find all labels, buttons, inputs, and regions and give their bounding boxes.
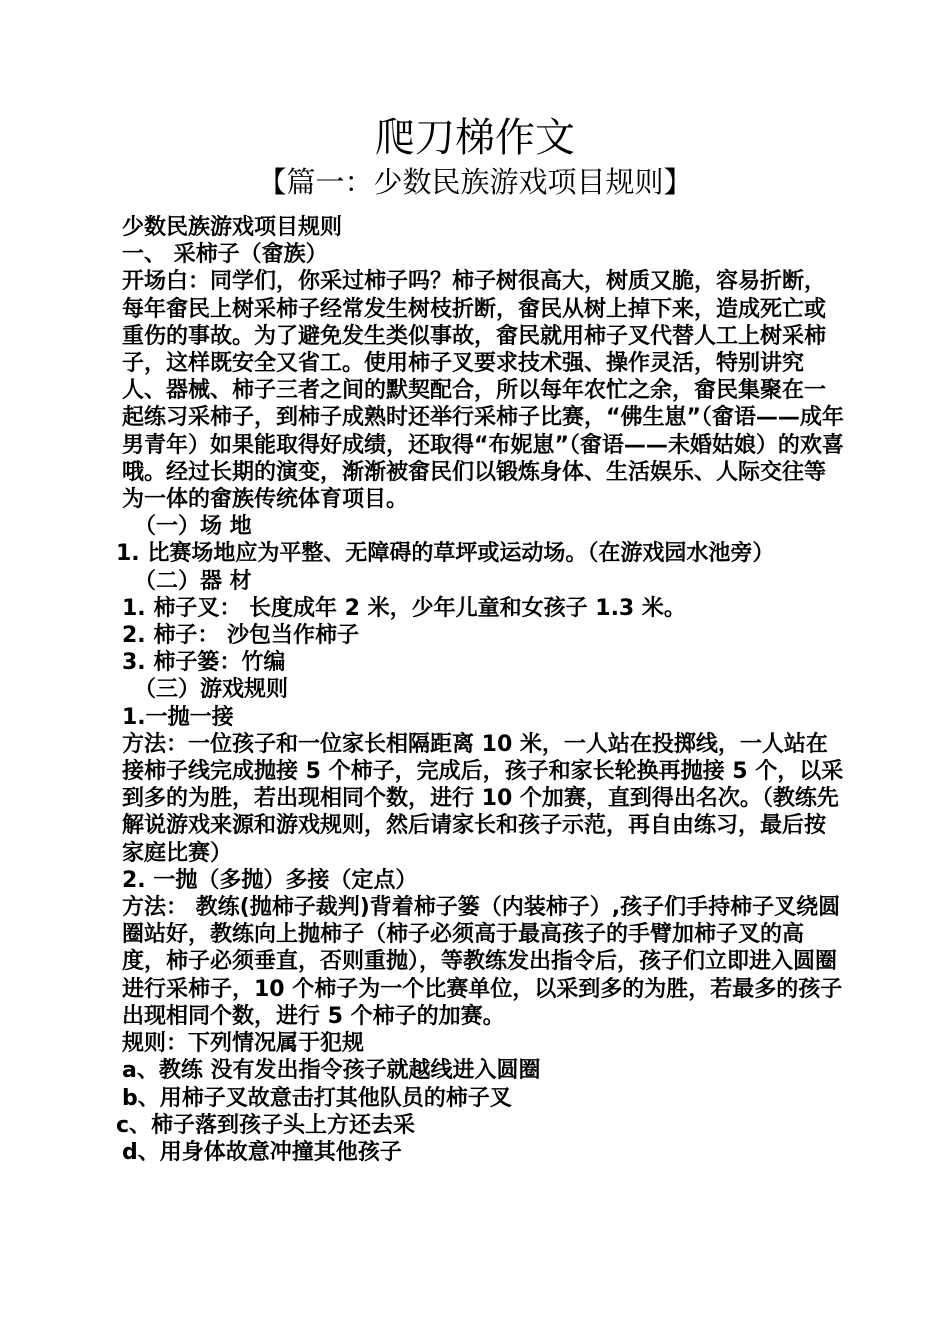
foul-item-c: c、柿子落到孩子头上方还去采 (116, 1112, 416, 1138)
rule-2-method: 方法： 教练(抛柿子裁判)背着柿子篓（内装柿子）,孩子们手持柿子叉绕圆圈站好，教练向上抛柿子（柿子必须高于最高孩子的手臂加柿子叉的高度，柿子必须垂直，否则重抛），等教练发出指令后，孩子们立即进入圆圈进行采柿子，10 个柿子为一个比赛单位，以采到多的为胜，若最多的孩子出现相同个数，进行 5 个柿子的加赛。 (122, 895, 843, 1029)
document-subtitle: 【篇一：少数民族游戏项目规则】 (257, 165, 693, 199)
foul-item-d: d、用身体故意冲撞其他孩子 (122, 1139, 402, 1165)
intro-paragraph: 开场白：同学们，你采过柿子吗？柿子树很高大，树质又脆，容易折断，每年畲民上树采柿子经常发生树枝折断，畲民从树上掉下来，造成死亡或重伤的事故。为了避免发生类似事故，畲民就用柿子叉代替人工上树采柿子，这样既安全又省工。使用柿子叉要求技术强、操作灵活，特别讲究人、器械、柿子三者之间的默契配合，所以每年农忙之余，畲民集聚在一起练习采柿子，到柿子成熟时还举行采柿子比赛，“佛生崽”（畲语——成年男青年）如果能取得好成绩，还取得“布妮崽”（畲语——未婚姑娘）的欢喜哦。经过长期的演变，渐渐被畲民们以锻炼身体、生活娱乐、人际交往等为一体的畲族传统体育项目。 (122, 269, 844, 513)
equipment-item-3: 3. 柿子篓：竹编 (122, 650, 286, 676)
foul-item-a: a、教练 没有发出指令孩子就越线进入圆圈 (122, 1058, 541, 1084)
venue-paragraph: 1. 比赛场地应为平整、无障碍的草坪或运动场。（在游戏园水池旁） (116, 541, 775, 567)
rule-2-title: 2. 一抛（多抛）多接（定点） (122, 867, 418, 893)
subheading-rules: （三）游戏规则 (134, 677, 289, 703)
equipment-item-1: 1. 柿子叉： 长度成年 2 米，少年儿童和女孩子 1.3 米。 (122, 595, 686, 621)
rule-1-title: 1.一抛一接 (122, 704, 234, 730)
subheading-equipment: （二）器 材 (134, 568, 252, 594)
document-title: 爬刀梯作文 (375, 115, 575, 161)
content-heading: 少数民族游戏项目规则 (122, 215, 343, 240)
section-heading-1: 一、 采柿子（畲族） (122, 242, 328, 268)
subheading-venue: （一）场 地 (134, 514, 252, 540)
rule-1-method: 方法：一位孩子和一位家长相隔距离 10 米，一人站在投掷线，一人站在接柿子线完成抛接 5 个柿子，完成后，孩子和家长轮换再抛接 5 个，以采到多的为胜，若出现相同个数，进行 10 个加赛，直到得出名次。（教练先解说游戏来源和游戏规则，然后请家长和孩子示范，再自由练习，最后按家庭比赛） (122, 731, 844, 866)
equipment-item-2: 2. 柿子： 沙包当作柿子 (122, 623, 359, 649)
foul-item-b: b、用柿子叉故意击打其他队员的柿子叉 (122, 1085, 512, 1111)
foul-title: 规则：下列情况属于犯规 (122, 1031, 365, 1057)
document-body (116, 214, 846, 1166)
